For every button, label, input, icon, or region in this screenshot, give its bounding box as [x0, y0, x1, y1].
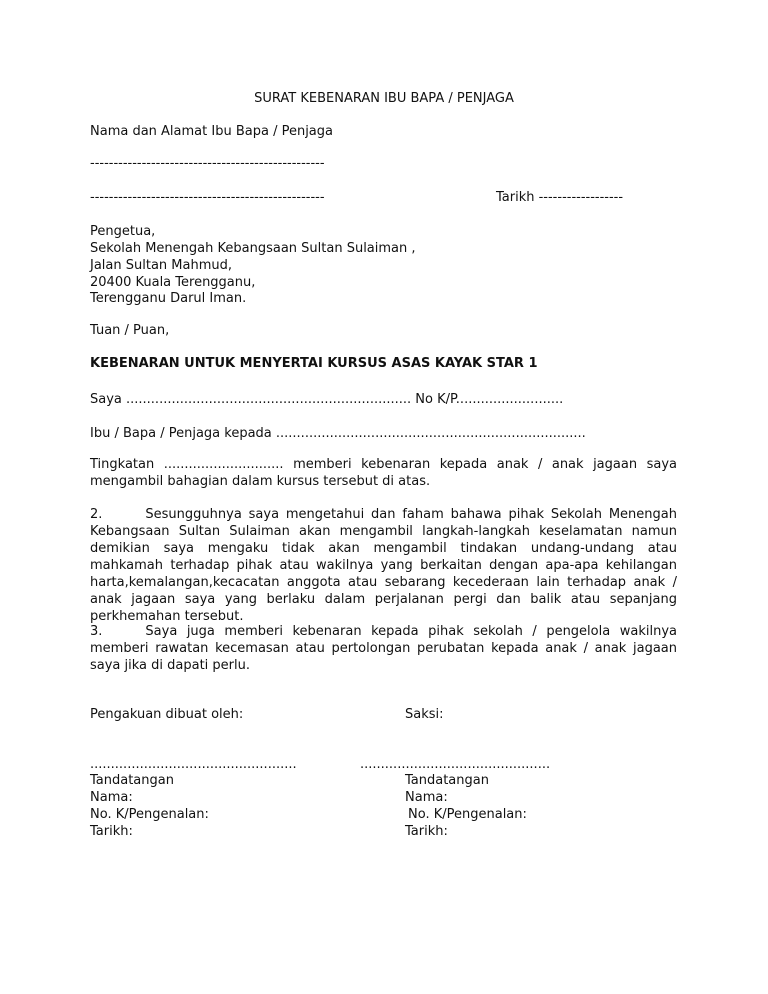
recipient-line-2: Sekolah Menengah Kebangsaan Sultan Sulaiman , [90, 241, 416, 256]
paragraph-2 [90, 506, 677, 625]
date-field: Tarikh ------------------ [496, 190, 624, 205]
declarant-signature-label: Tandatangan [90, 773, 174, 788]
paragraph-1: Tingkatan ............................. memberi kebenaran kepada anak / anak jagaan saya mengambil bahagian dalam kursus tersebut di atas. [90, 457, 677, 489]
witness-id-label: No. K/Pengenalan: [408, 807, 527, 822]
letter-title: SURAT KEBENARAN IBU BAPA / PENJAGA [254, 91, 514, 106]
declarant-date-label: Tarikh: [90, 824, 133, 839]
recipient-line-4: 20400 Kuala Terengganu, [90, 275, 256, 290]
declarant-name-label: Nama: [90, 790, 133, 805]
witness-heading: Saksi: [405, 707, 444, 722]
witness-name-label: Nama: [405, 790, 448, 805]
recipient-line-3: Jalan Sultan Mahmud, [90, 258, 232, 273]
salutation: Tuan / Puan, [90, 323, 170, 338]
witness-signature-dots: .............................................. [360, 757, 551, 772]
paragraph-3 [90, 623, 677, 674]
paragraph-3-text: Saya juga memberi kebenaran kepada pihak sekolah / pengelola wakilnya memberi rawatan kecemasan atau pertolongan perubatan kepada anak / anak jagaan saya jika di dapati perlu. [90, 624, 677, 673]
letter-subject: KEBENARAN UNTUK MENYERTAI KURSUS ASAS KAYAK STAR 1 [90, 356, 538, 371]
address-dash-line-1: -------------------------------------------------- [90, 156, 325, 171]
witness-date-label: Tarikh: [405, 824, 448, 839]
paragraph-2-number: 2. [90, 507, 103, 522]
declarant-id-label: No. K/Pengenalan: [90, 807, 209, 822]
declarant-signature-dots: .................................................. [90, 757, 297, 772]
parent-name-address-label: Nama dan Alamat Ibu Bapa / Penjaga [90, 124, 333, 139]
saya-line: Saya ..................................................................... No K/P.......................... [90, 392, 564, 407]
witness-signature-label: Tandatangan [405, 773, 489, 788]
parent-of-line: Ibu / Bapa / Penjaga kepada ........................................................................... [90, 426, 586, 441]
recipient-line-1: Pengetua, [90, 224, 156, 239]
declarant-heading: Pengakuan dibuat oleh: [90, 707, 244, 722]
paragraph-3-number: 3. [90, 624, 103, 639]
recipient-line-5: Terengganu Darul Iman. [90, 291, 247, 306]
paragraph-2-text: Sesungguhnya saya mengetahui dan faham bahawa pihak Sekolah Menengah Kebangsaan Sultan Sulaiman akan mengambil langkah-langkah keselamatan namun demikian saya mengaku tidak akan mengambil tindakan undang-undang atau mahkamah terhadap pihak atau wakilnya yang berkaitan dengan apa-apa kehilangan harta,kemalangan,kecacatan anggota atau sebarang kecederaan lain terhadap anak / anak jagaan saya yang berlaku dalam perjalanan pergi dan balik atau sepanjang perkhemahan tersebut. [90, 507, 677, 624]
address-dash-line-2: -------------------------------------------------- [90, 190, 325, 205]
